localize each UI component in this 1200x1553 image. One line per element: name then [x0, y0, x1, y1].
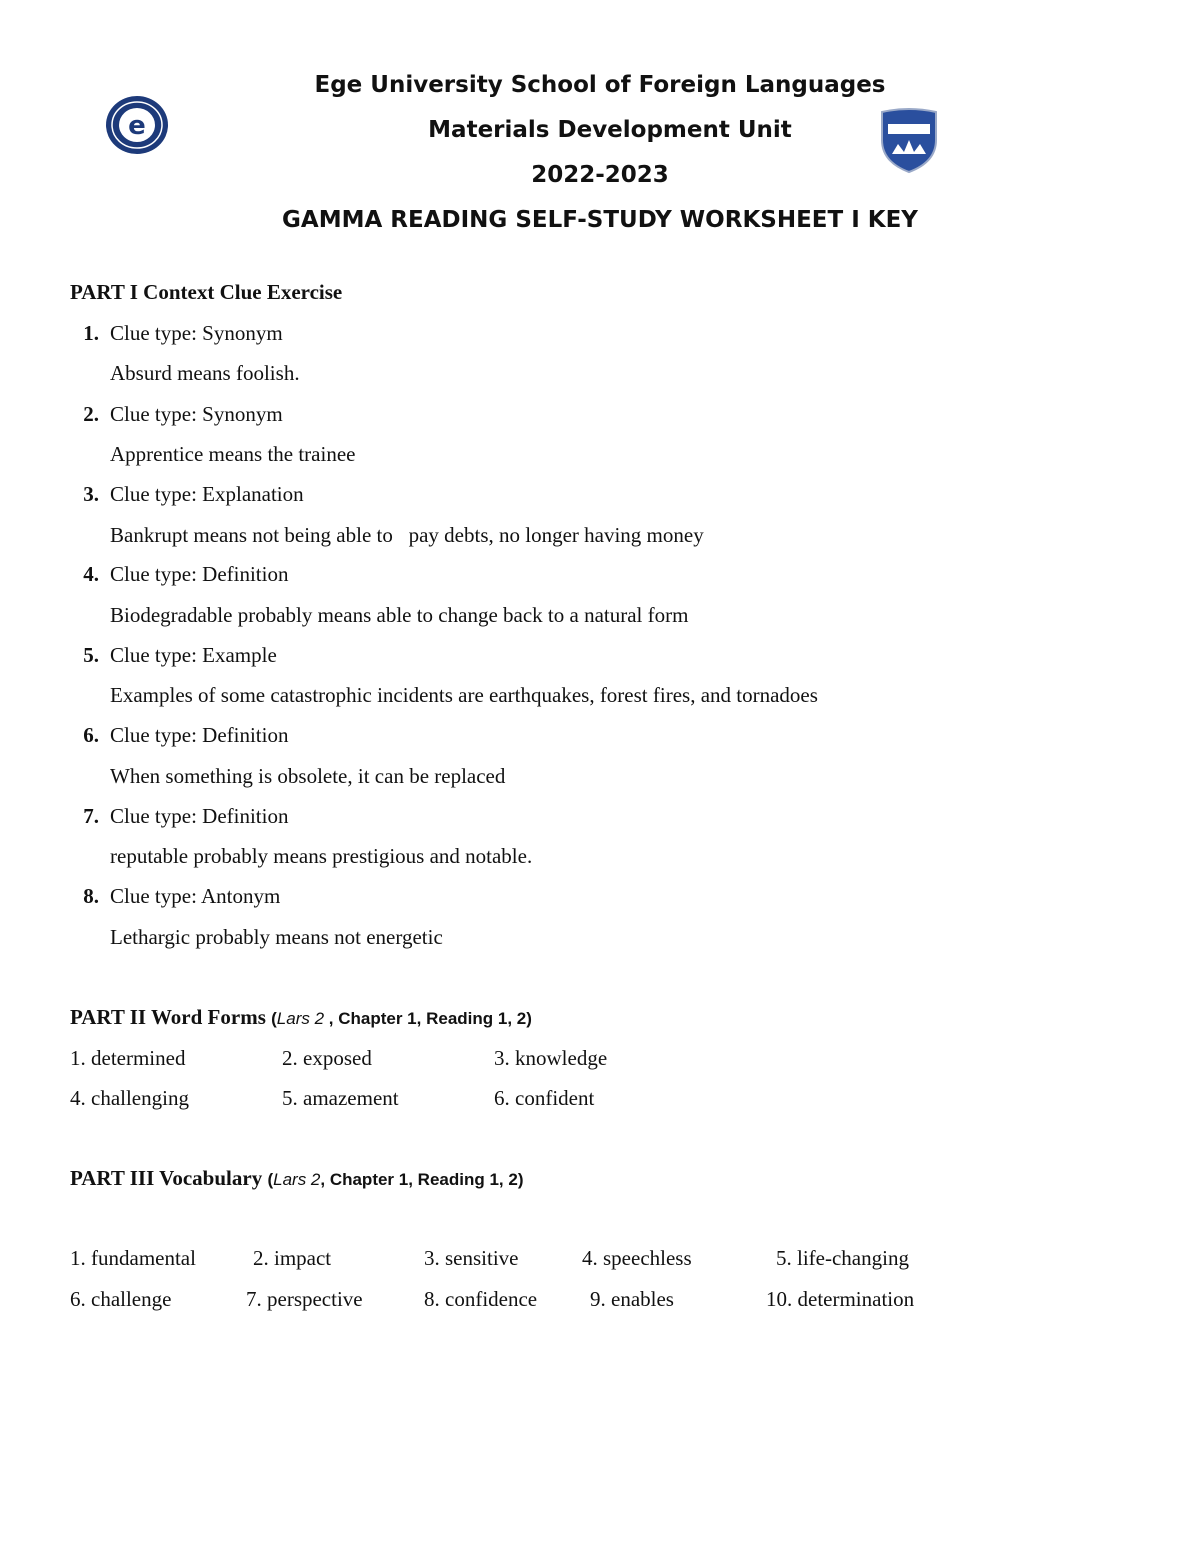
item-number: 4.	[83, 562, 99, 586]
clue-answer: Examples of some catastrophic incidents are earthquakes, forest fires, and tornadoes	[110, 683, 818, 707]
source-rest: , Chapter 1, Reading 1, 2)	[320, 1170, 524, 1189]
item-number: 1.	[83, 321, 99, 345]
part2-source	[271, 1009, 532, 1028]
item-number: 8.	[83, 884, 99, 908]
answer-cell: 5. life-changing	[776, 1246, 909, 1270]
academic-year: 2022-2023	[531, 162, 669, 188]
part3-heading-line	[70, 1166, 523, 1191]
clue-answer: Biodegradable probably means able to change back to a natural form	[110, 603, 689, 627]
item-number: 3.	[83, 482, 99, 506]
answer-cell: 6. confident	[494, 1086, 595, 1110]
clue-type: Clue type: Example	[110, 643, 277, 667]
item-number: 2.	[83, 402, 99, 426]
clue-type: Clue type: Explanation	[110, 482, 304, 506]
clue-type: Clue type: Definition	[110, 723, 289, 747]
answer-cell: 3. sensitive	[424, 1246, 519, 1270]
answer-cell: 4. challenging	[70, 1086, 189, 1110]
clue-answer: Apprentice means the trainee	[110, 442, 356, 466]
clue-type: Clue type: Antonym	[110, 884, 281, 908]
clue-type: Clue type: Synonym	[110, 321, 283, 345]
part1-heading: PART I Context Clue Exercise	[70, 280, 343, 304]
answer-cell: 9. enables	[590, 1287, 674, 1311]
clue-type: Clue type: Definition	[110, 562, 289, 586]
answer-cell: 6. challenge	[70, 1287, 172, 1311]
clue-answer: When something is obsolete, it can be replaced	[110, 764, 506, 788]
worksheet-title: GAMMA READING SELF-STUDY WORKSHEET I KEY	[282, 207, 918, 233]
item-number: 6.	[83, 723, 99, 747]
source-book: Lars 2	[273, 1170, 321, 1189]
part2-heading: PART II Word Forms	[70, 1005, 266, 1029]
answer-cell: 2. impact	[253, 1246, 332, 1270]
answer-cell: 1. fundamental	[70, 1246, 196, 1270]
answer-cell: 3. knowledge	[494, 1046, 608, 1070]
source-book: Lars 2	[276, 1009, 329, 1028]
answer-cell: 2. exposed	[282, 1046, 372, 1070]
unit-name: Materials Development Unit	[428, 117, 792, 143]
clue-answer: Lethargic probably means not energetic	[110, 925, 443, 949]
clue-answer: Absurd means foolish.	[110, 361, 300, 385]
institution-name: Ege University School of Foreign Languages	[314, 72, 886, 98]
clue-answer: Bankrupt means not being able to pay debts, no longer having money	[110, 523, 704, 547]
answer-cell: 1. determined	[70, 1046, 186, 1070]
clue-type: Clue type: Synonym	[110, 402, 283, 426]
answer-cell: 8. confidence	[424, 1287, 538, 1311]
answer-cell: 5. amazement	[282, 1086, 399, 1110]
part3-source	[267, 1170, 523, 1189]
source-open: (	[267, 1170, 274, 1189]
item-number: 7.	[83, 804, 99, 828]
item-number: 5.	[83, 643, 99, 667]
part3-heading: PART III Vocabulary	[70, 1166, 263, 1190]
svg-text:e: e	[128, 111, 146, 141]
source-open: (	[271, 1009, 277, 1028]
part2-heading-line	[70, 1005, 532, 1030]
source-rest: , Chapter 1, Reading 1, 2)	[328, 1009, 532, 1028]
clue-answer: reputable probably means prestigious and notable.	[110, 844, 533, 868]
clue-type: Clue type: Definition	[110, 804, 289, 828]
answer-cell: 7. perspective	[246, 1287, 363, 1311]
answer-cell: 10. determination	[766, 1287, 915, 1311]
answer-cell: 4. speechless	[582, 1246, 692, 1270]
